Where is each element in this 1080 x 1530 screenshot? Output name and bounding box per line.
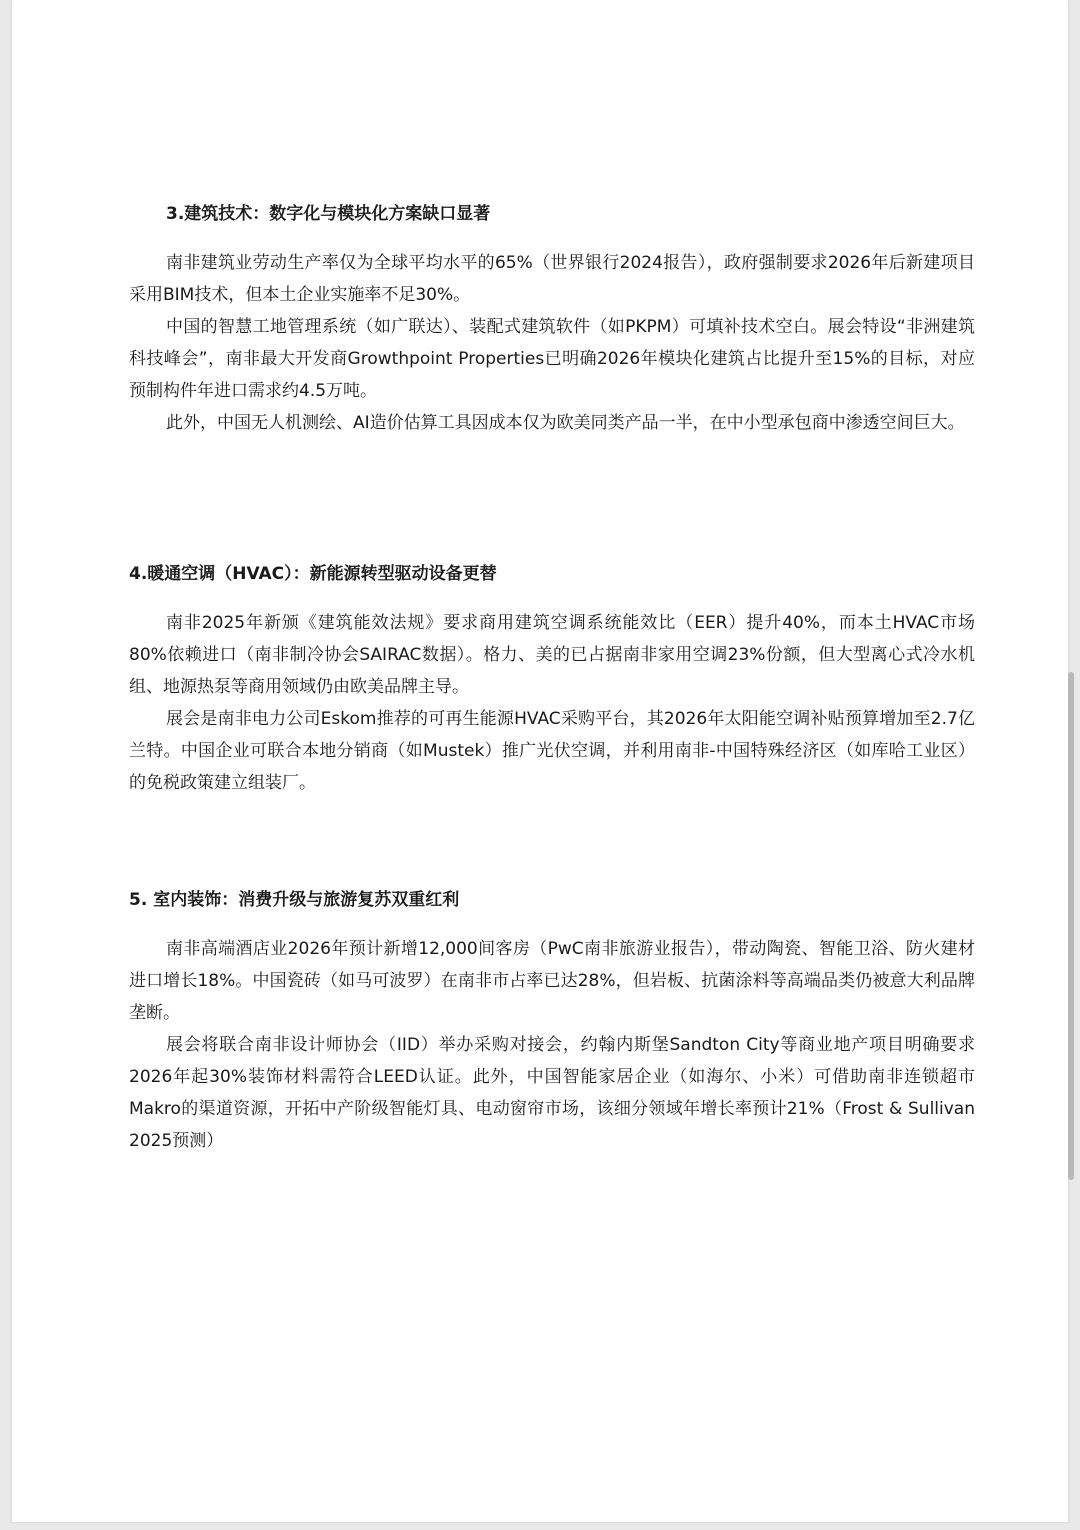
section-hvac (129, 562, 975, 799)
paragraph: 此外，中国无人机测绘、AI造价估算工具因成本仅为欧美同类产品一半，在中小型承包商中渗透空间巨大。 (166, 413, 965, 433)
paragraph: 中国的智慧工地管理系统（如广联达）、装配式建筑软件（如PKPM）可填补技术空白。展会特设“非洲建筑科技峰会”，南非最大开发商Growthpoint Properties已明确2026年模块化建筑占比提升至15%的目标，对应预制构件年进口需求约4.5万吨。 (129, 317, 975, 401)
paragraph: 展会是南非电力公司Eskom推荐的可再生能源HVAC采购平台，其2026年太阳能空调补贴预算增加至2.7亿兰特。中国企业可联合本地分销商（如Mustek）推广光伏空调，并利用南非-中国特殊经济区（如库哈工业区）的免税政策建立组装厂。 (129, 709, 975, 793)
section-heading: 4.暖通空调（HVAC）：新能源转型驱动设备更替 (129, 564, 497, 584)
paragraph: 南非建筑业劳动生产率仅为全球平均水平的65%（世界银行2024报告），政府强制要求2026年后新建项目采用BIM技术，但本土企业实施率不足30%。 (129, 253, 975, 305)
paragraph: 南非高端酒店业2026年预计新增12,000间客房（PwC南非旅游业报告），带动陶瓷、智能卫浴、防火建材进口增长18%。中国瓷砖（如马可波罗）在南非市占率已达28%，但岩板、抗菌涂料等高端品类仍被意大利品牌垄断。 (129, 939, 975, 1023)
section-heading: 3.建筑技术：数字化与模块化方案缺口显著 (166, 204, 491, 224)
paragraph: 展会将联合南非设计师协会（IID）举办采购对接会，约翰内斯堡Sandton City等商业地产项目明确要求2026年起30%装饰材料需符合LEED认证。此外，中国智能家居企业（如海尔、小米）可借助南非连锁超市Makro的渠道资源，开拓中产阶级智能灯具、电动窗帘市场，该细分领域年增长率预计21%（Frost & Sullivan 2025预测） (129, 1035, 975, 1151)
document-page (12, 0, 1068, 1522)
section-heading: 5. 室内装饰：消费升级与旅游复苏双重红利 (129, 890, 460, 910)
paragraph: 南非2025年新颁《建筑能效法规》要求商用建筑空调系统能效比（EER）提升40%，而本土HVAC市场80%依赖进口（南非制冷协会SAIRAC数据）。格力、美的已占据南非家用空调23%份额，但大型离心式冷水机组、地源热泵等商用领域仍由欧美品牌主导。 (129, 613, 975, 697)
section-interior-decoration (129, 888, 975, 1157)
vertical-scrollbar-thumb[interactable] (1068, 672, 1074, 1180)
section-building-technology (129, 202, 975, 439)
